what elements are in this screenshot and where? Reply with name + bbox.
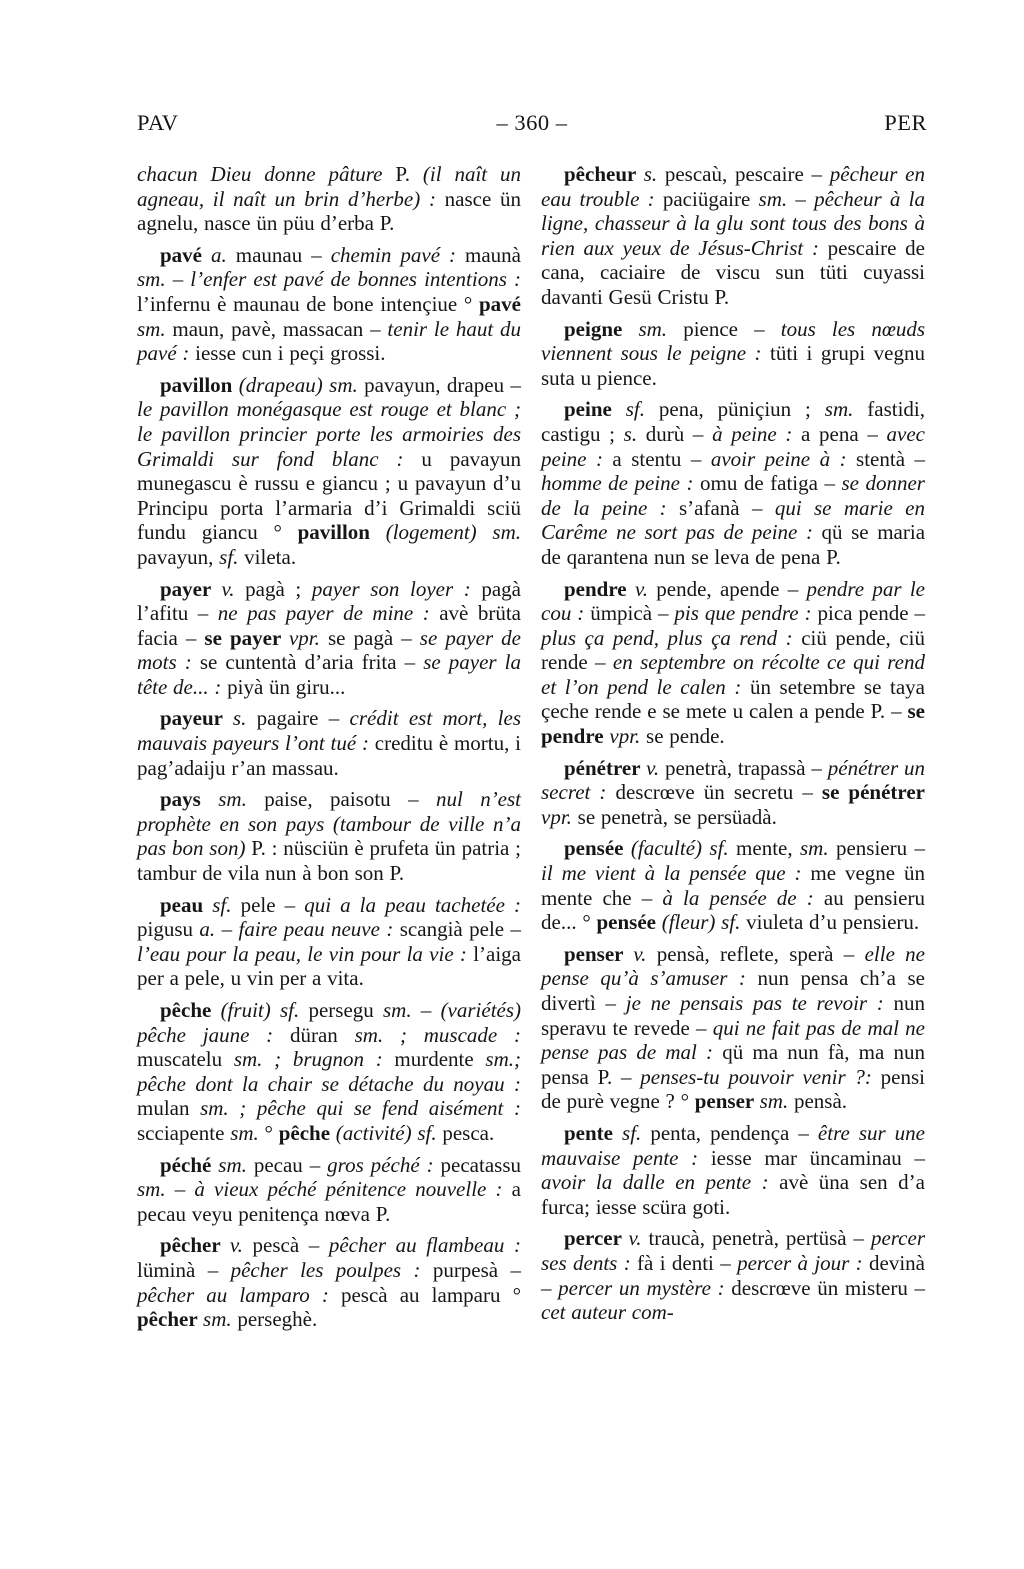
entry-payeur: payeur s. pagaire – crédit est mort, les mauvais payeurs l’ont tué : creditu è mortu, i pag’adaiju r’an massau. xyxy=(137,706,521,780)
entry-percer: percer v. traucà, penetrà, pertüsà – percer ses dents : fà i denti – percer à jour : devinà – percer un mystère : descrœve ün misteru – cet auteur com- xyxy=(541,1226,926,1325)
entry-payer: payer v. pagà ; payer son loyer : pagà l’afitu – ne pas payer de mine : avè brüta facia – se payer vpr. se pagà – se payer de mots : se cuntentà d’aria frita – se payer la tête de... : piyà ün giru... xyxy=(137,576,522,699)
header-guideword-right: PER xyxy=(884,110,927,135)
text-columns xyxy=(137,162,927,1339)
entry-peau: peau sf. pele – qui a la peau tachetée : pigusu a. – faire peau neuve : scangià pele – l’eau pour la peau, le vin pour la vie : l’aiga per a pele, u vin per a vita. xyxy=(137,892,521,991)
entry-pave: pavé a. maunau – chemin pavé : maunà sm. – l’enfer est pavé de bonnes intentions : l’infernu è maunau de bone intençiue ° pavé sm. maun, pavè, massacan – tenir le haut du pavé : iesse cun i peçi grossi. xyxy=(137,242,522,366)
entry-pays: pays sm. paise, paisotu – nul n’est prophète en son pays (tambour de ville n’a pas bon son) P. : nüsciün è prufeta ün patria ; tambur de vila nun à bon son P. xyxy=(137,787,522,886)
entry-pente: pente sf. penta, pendença – être sur une mauvaise pente : iesse mar üncaminau – avoir la dalle en pente : avè üna sen d’a furca; iesse scüra goti. xyxy=(541,1120,926,1219)
entry-peche-fruit: pêche (fruit) sf. persegu sm. – (variétés) pêche jaune : düran sm. ; muscade : muscatelu sm. ; brugnon : murdente sm.; pêche dont la chair se détache du noyau : mulan sm. ; pêche qui se fend aisément : scciapente sm. ° pêche (activité) sf. pesca. xyxy=(137,998,522,1145)
entry-penetrer: pénétrer v. penetrà, trapassà – pénétrer un secret : descrœve ün secretu – se pénétrer vpr. se penetrà, se persüadà. xyxy=(541,755,926,829)
entry-pecheur: pêcheur s. pescaù, pescaire – pêcheur en eau trouble : paciügaire sm. – pêcheur à la ligne, chasseur à la glu sont tous des bons à rien aux yeux de Jésus-Christ : pescaire de cana, caciaire de viscu sun tüti cuyassi davanti Gesü Cristu P. xyxy=(541,162,925,309)
entry-pensee: pensée (faculté) sf. mente, sm. pensieru – il me vient à la pensée que : me vegne ün mente che – à la pensée de : au pensieru de... ° pensée (fleur) sf. viuleta d’u pensieru. xyxy=(541,836,926,935)
page-number: – 360 – xyxy=(496,110,568,135)
left-column xyxy=(137,162,521,1339)
right-column xyxy=(541,162,925,1339)
entry-continuation-pature: chacun Dieu donne pâture P. (il naît un agneau, il naît un brin d’herbe) : nasce ün agnelu, nasce ün püu d’erba P. xyxy=(137,162,521,236)
entry-peigne: peigne sm. pience – tous les nœuds viennent sous le peigne : tüti i grupi vegnu suta u pience. xyxy=(541,316,925,390)
entry-pavillon: pavillon (drapeau) sm. pavayun, drapeu – le pavillon monégasque est rouge et blanc ; le pavillon princier porte les armoiries des Grimaldi sur fond blanc : u pavayun munegascu è russu e giancu ; u pavayun d’u Principu porta l’armaria d’i Grimaldi sciü fundu giancu ° pavillon (logement) sm. pavayun, sf. vileta. xyxy=(137,372,521,569)
entry-peine: peine sf. pena, püniçiun ; sm. fastidi, castigu ; s. durù – à peine : a pena – avec peine : a stentu – avoir peine à : stentà – homme de peine : omu de fatiga – se donner de la peine : s’afanà – qui se marie en Carême ne sort pas de peine : qü se maria de qarantena nun se leva de pena P. xyxy=(541,397,926,569)
header-guideword-left: PAV xyxy=(137,110,179,135)
entry-peche-sin: péché sm. pecau – gros péché : pecatassu sm. – à vieux péché pénitence nouvelle : a pecau veyu penitença nœva P. xyxy=(137,1152,521,1226)
page-header xyxy=(137,110,927,140)
entry-pendre: pendre v. pende, apende – pendre par le cou : ümpicà – pis que pendre : pica pende – plus ça pend, plus ça rend : ciü pende, ciü rende – en septembre on récolte ce qui rend et l’on pend le calen : ün setembre se taya çeche rende e se mete u calen a pende P. – se pendre vpr. se pende. xyxy=(541,576,926,749)
entry-pecher: pêcher v. pescà – pêcher au flambeau : lüminà – pêcher les poulpes : purpesà – pêcher au lamparo : pescà au lamparu ° pêcher sm. perseghè. xyxy=(137,1233,521,1332)
entry-penser: penser v. pensà, reflete, sperà – elle ne pense qu’à s’amuser : nun pensa ch’a se divertì – je ne pensais pas te revoir : nun speravu te revede – qui ne fait pas de mal ne pense pas de mal : qü ma nun fà, ma nun pensa P. – penses-tu pouvoir venir ?: pensi de purè vegne ? ° penser sm. pensà. xyxy=(541,941,926,1114)
